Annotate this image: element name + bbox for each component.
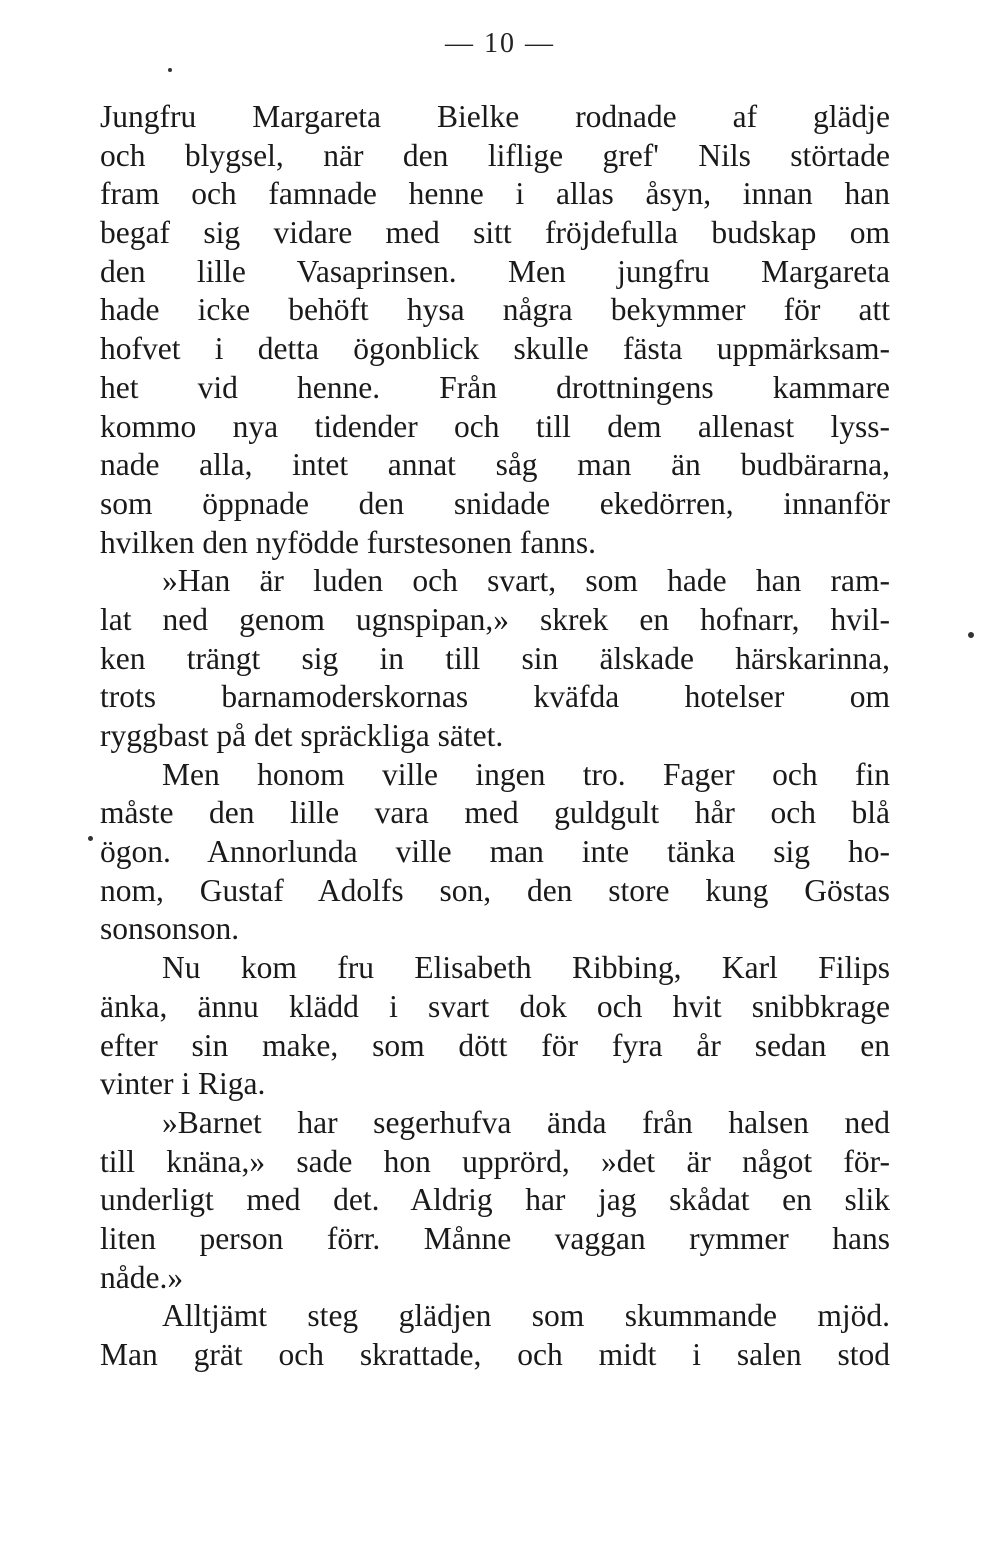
text-line: »Han är luden och svart, som hade han ram- bbox=[162, 563, 890, 599]
text-line: ögon. Annorlunda ville man inte tänka sig ho- bbox=[100, 834, 890, 870]
text-line: hade icke behöft hysa några bekymmer för att bbox=[100, 292, 890, 328]
text-line: trots barnamoderskornas kväfda hotelser om bbox=[100, 679, 890, 715]
text-line: den lille Vasaprinsen. Men jungfru Margareta bbox=[100, 253, 890, 289]
ink-speck bbox=[88, 836, 93, 841]
text-line: kommo nya tidender och till dem allenast lyss- bbox=[100, 408, 890, 444]
text-line: Alltjämt steg glädjen som skummande mjöd. bbox=[162, 1298, 890, 1334]
text-line: till knäna,» sade hon upprörd, »det är något för- bbox=[100, 1143, 890, 1179]
text-line: som öppnade den snidade ekedörren, innanför bbox=[100, 485, 890, 521]
text-line: lat ned genom ugnspipan,» skrek en hofnarr, hvil- bbox=[100, 601, 890, 637]
text-line: änka, ännu klädd i svart dok och hvit snibbkrage bbox=[100, 988, 890, 1024]
text-line: Man grät och skrattade, och midt i salen stod bbox=[100, 1337, 890, 1372]
text-line: begaf sig vidare med sitt fröjdefulla budskap om bbox=[100, 215, 890, 251]
text-line: hofvet i detta ögonblick skulle fästa uppmärksam- bbox=[100, 331, 890, 367]
page-number: — 10 — bbox=[445, 28, 555, 59]
text-line: nom, Gustaf Adolfs son, den store kung Göstas bbox=[100, 872, 890, 908]
text-line: nåde.» bbox=[100, 1259, 184, 1295]
body-text bbox=[100, 98, 890, 1375]
text-line: »Barnet har segerhufva ända från halsen ned bbox=[162, 1104, 890, 1140]
text-line: och blygsel, när den liflige gref' Nils störtade bbox=[100, 137, 890, 173]
text-line: ken trängt sig in till sin älskade härskarinna, bbox=[100, 640, 890, 676]
text-line: Nu kom fru Elisabeth Ribbing, Karl Filips bbox=[162, 950, 890, 986]
text-line: fram och famnade henne i allas åsyn, innan han bbox=[100, 176, 890, 212]
text-line: efter sin make, som dött för fyra år sedan en bbox=[100, 1027, 890, 1063]
text-line: het vid henne. Från drottningens kammare bbox=[100, 369, 890, 405]
text-line: ryggbast på det spräckliga sätet. bbox=[100, 718, 504, 753]
ink-speck bbox=[968, 632, 974, 638]
text-line: Jungfru Margareta Bielke rodnade af glädje bbox=[100, 99, 890, 134]
text-line: liten person förr. Månne vaggan rymmer hans bbox=[100, 1220, 890, 1256]
text-line: vinter i Riga. bbox=[100, 1066, 266, 1102]
text-line: underligt med det. Aldrig har jag skådat en slik bbox=[100, 1182, 890, 1218]
text-line: nade alla, intet annat såg man än budbärarna, bbox=[100, 447, 890, 483]
text-line: Men honom ville ingen tro. Fager och fin bbox=[162, 756, 890, 792]
ink-speck bbox=[168, 68, 172, 72]
text-line: sonsonson. bbox=[100, 911, 240, 947]
text-line: hvilken den nyfödde furstesonen fanns. bbox=[100, 524, 597, 560]
text-line: måste den lille vara med guldgult hår och blå bbox=[100, 795, 890, 831]
